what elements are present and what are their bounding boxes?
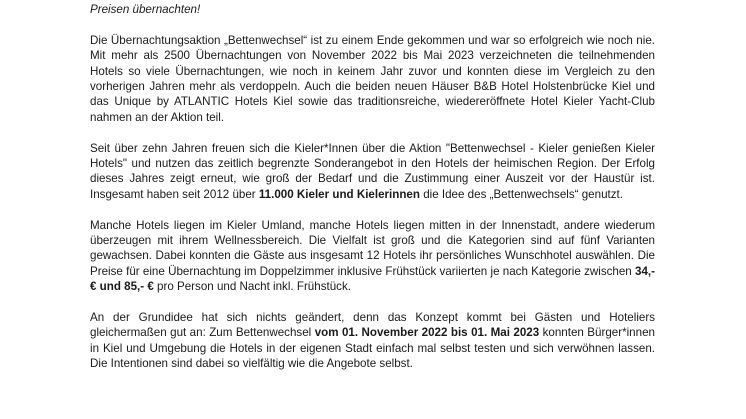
date-range-highlight: vom 01. November 2022 bis 01. Mai 2023 xyxy=(314,326,540,340)
lead-line: Preisen übernachten! xyxy=(90,3,201,16)
paragraph-history-text-b: die Idee des „Bettenwechsels“ genutzt. xyxy=(419,187,623,201)
body-text xyxy=(90,2,655,372)
paragraph-hotels xyxy=(90,218,655,295)
paragraph-concept-text-a: An der Grundidee hat sich nichts geändert, denn das Konzept kommt bei Gästen und Hoteliers gleichermaßen gut an: Zum Bettenwechsel xyxy=(90,311,655,340)
price-range-highlight: 34,- € und 85,- € xyxy=(90,264,655,294)
paragraph-history xyxy=(90,141,655,203)
paragraph-history-text-a: Seit über zehn Jahren freuen sich die Kieler*Innen über die Aktion "Bettenwechsel - Kieler genießen Kieler Hotels" und nutzen das zeitlich begrenzte Sonderangebot in den Hotels der heimischen Region. Der Erfolg dieses Jahres zeigt erneut, wie groß der Bedarf und die Zustimmung einer Auszeit vor der Haustür ist. Insgesamt haben seit 2012 über xyxy=(90,141,655,201)
paragraph-hotels-text-a: Manche Hotels liegen im Kieler Umland, manche Hotels liegen mitten in der Innenstadt, andere wiederum überzeugen mit ihrem Wellnessbereich. Die Vielfalt ist groß und die Kategorien sind auf fünf Varianten gewachsen. Dabei konnten die Gäste aus insgesamt 12 Hotels ihr persönliches Wunschhotel auswählen. Die Preise für eine Übernachtung im Doppelzimmer inklusive Frühstück variierten je nach Kategorie zwischen xyxy=(90,218,655,278)
paragraph-hotels-text-b: pro Person und Nacht inkl. Frühstück. xyxy=(153,280,351,294)
paragraph-concept xyxy=(90,310,655,372)
paragraph-concept-text-b: konnten Bürger*innen in Kiel und Umgebung die Hotels in der eigenen Stadt einfach mal selbst testen und sich verwöhnen lassen. Die Intentionen sind dabei so vielfältig wie die Angebote selbst. xyxy=(90,326,655,371)
participants-highlight: 11.000 Kieler und Kielerinnen xyxy=(258,187,420,201)
paragraph-results: Die Übernachtungsaktion „Bettenwechsel“ ist zu einem Ende gekommen und war so erfolgreich wie noch nie. Mit mehr als 2500 Übernachtungen von November 2022 bis Mai 2023 verzeichneten die teilnehmenden Hotels so viele Übernachtungen, wie noch in keinem Jahr zuvor und konnten diese im Vergleich zu den vorherigen Jahren mehr als verdoppeln. Auch die beiden neuen Häuser B&B Hotel Holstenbrücke Kiel und das Unique by ATLANTIC Hotels Kiel sowie das traditionsreiche, wiedereröffnete Hotel Kieler Yacht-Club nahmen an der Aktion teil. xyxy=(90,33,655,124)
